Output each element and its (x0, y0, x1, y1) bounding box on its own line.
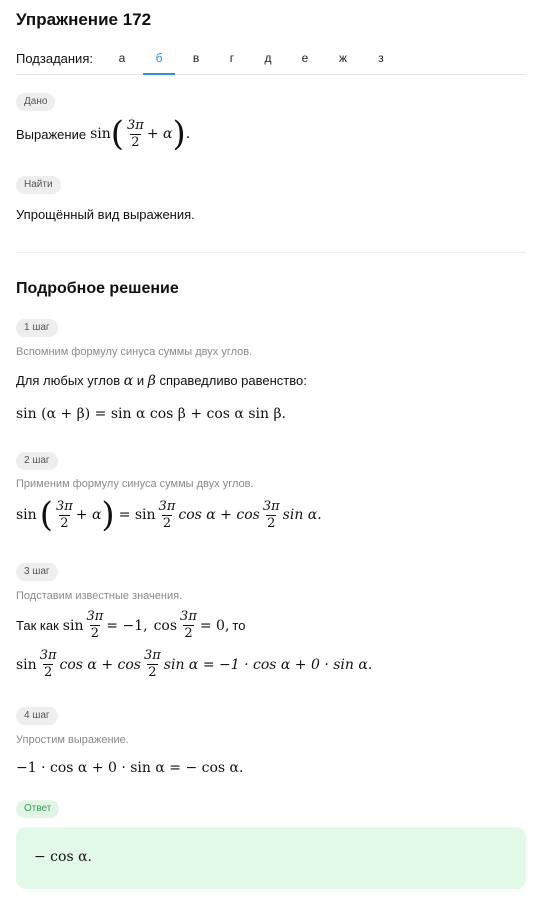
step3-cos: cos (153, 617, 178, 634)
step1-and: и (136, 373, 145, 388)
step3-text-post: то (232, 618, 246, 633)
step3-frac3-num: 3π (39, 648, 57, 663)
step2-close-paren: ) (101, 495, 115, 535)
step2-eq: = sin (118, 507, 156, 523)
step2-frac3-num: 3π (262, 498, 280, 514)
step2-chip: 2 шаг (16, 452, 58, 470)
tab-z[interactable]: з (378, 51, 384, 65)
step2-rest: + α (75, 507, 102, 523)
step1-text-post: справедливо равенство: (159, 373, 307, 388)
step1-chip: 1 шаг (16, 319, 58, 337)
step3-eq2: = 0, (199, 617, 230, 634)
step3-line2-sin: sin (16, 656, 37, 673)
given-open-paren: ( (110, 114, 125, 154)
given-close-paren: ) (172, 114, 186, 154)
step3-frac4-den: 2 (148, 665, 157, 680)
page-title: Упражнение 172 (16, 10, 152, 29)
tab-d[interactable]: д (264, 51, 272, 65)
tab-g[interactable]: г (229, 51, 235, 65)
active-tab-indicator (143, 73, 175, 75)
given-end: . (185, 126, 191, 142)
step1-text-pre: Для любых углов (16, 373, 121, 388)
step3-text-pre: Так как (16, 618, 59, 633)
step4-formula: −1 · cos α + 0 · sin α = − cos α. (16, 760, 244, 776)
step3-frac1-den: 2 (90, 626, 100, 641)
step2-sin: sin (16, 507, 37, 523)
step1-text (16, 373, 307, 389)
step3-frac2-num: 3π (180, 609, 197, 624)
answer-box (16, 827, 526, 889)
step2-frac2-num: 3π (158, 498, 176, 514)
given-rest: + α (146, 126, 173, 142)
step3-hint: Подставим известные значения. (16, 590, 183, 602)
step3-frac2 (179, 609, 198, 642)
step1-hint: Вспомним формулу синуса суммы двух углов. (16, 346, 253, 358)
step3-frac1-num: 3π (86, 609, 104, 624)
step3-frac4 (143, 648, 162, 681)
step2-frac2 (158, 499, 177, 532)
given-chip: Дано (16, 93, 55, 111)
step1-alpha: α (123, 373, 134, 389)
step2-frac1 (55, 499, 74, 532)
find-chip: Найти (16, 176, 61, 194)
given-sin: sin (90, 126, 111, 142)
subtask-tabs (16, 42, 526, 75)
step3-line1 (16, 609, 245, 642)
step2-frac1-num: 3π (55, 498, 73, 514)
answer-chip: Ответ (16, 800, 59, 818)
tab-v[interactable]: в (192, 51, 200, 65)
step2-cos-part: cos α + cos (178, 507, 260, 523)
find-text: Упрощённый вид выражения. (16, 207, 195, 222)
tab-zh[interactable]: ж (338, 51, 348, 65)
step4-chip: 4 шаг (16, 707, 58, 725)
step3-frac2-den: 2 (184, 626, 193, 641)
given-text (16, 114, 191, 154)
section-divider (16, 252, 526, 253)
step3-frac3-den: 2 (43, 665, 53, 680)
step4-hint: Упростим выражение. (16, 734, 129, 746)
step1-beta: β (147, 373, 156, 389)
given-label: Выражение (16, 126, 87, 142)
step2-frac2-den: 2 (162, 515, 172, 531)
step2-sin-part: sin α. (282, 507, 322, 523)
step2-hint: Применим формулу синуса суммы двух углов. (16, 478, 254, 490)
step3-frac4-num: 3π (143, 648, 161, 663)
step2-frac1-den: 2 (60, 515, 69, 531)
step3-frac3 (39, 648, 58, 681)
tab-a[interactable]: а (118, 51, 126, 65)
step3-sin: sin (62, 617, 84, 634)
solution-title: Подробное решение (16, 280, 179, 297)
step1-formula: sin (α + β) = sin α cos β + cos α sin β. (16, 406, 287, 422)
step2-frac3-den: 2 (267, 515, 276, 531)
given-fraction (126, 118, 145, 151)
subtasks-label: Подзадания: (16, 51, 93, 66)
tab-b[interactable]: б (155, 51, 163, 65)
step3-line2 (16, 648, 372, 681)
answer-value: − cos α. (34, 849, 92, 865)
step3-eq1: = −1, (106, 617, 148, 634)
step3-line2-b: sin α = −1 · cos α + 0 · sin α. (163, 656, 373, 673)
step2-frac3 (262, 499, 281, 532)
step3-line2-a: cos α + cos (59, 656, 141, 673)
step2-formula (16, 495, 322, 535)
given-denominator: 2 (131, 134, 140, 150)
tab-e[interactable]: е (301, 51, 309, 65)
step3-frac1 (85, 609, 104, 642)
step2-open-paren: ( (39, 495, 53, 535)
given-numerator: 3π (127, 117, 144, 133)
step3-chip: 3 шаг (16, 563, 58, 581)
